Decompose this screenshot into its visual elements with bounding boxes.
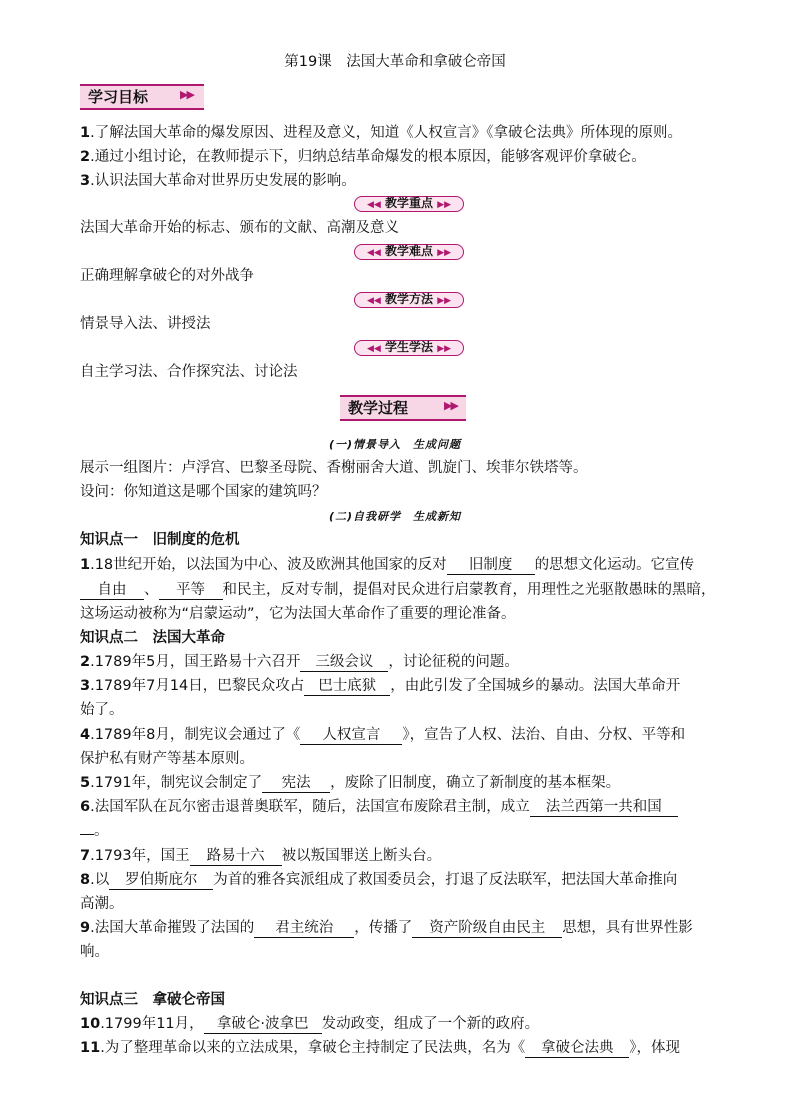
q1-line3: 这场运动被称为“启蒙运动”，它为法国大革命作了重要的理论准备。 xyxy=(80,606,516,622)
answer-blank: 君主统治 xyxy=(254,919,354,938)
section-tab-label: 学习目标 xyxy=(88,88,149,106)
part1-line1: 展示一组图片：卢浮宫、巴黎圣母院、香榭丽舍大道、凯旋门、埃菲尔铁塔等。 xyxy=(80,460,588,476)
chevron-left-icon: ◀◀ xyxy=(366,344,381,354)
section-tab-label: 教学过程 xyxy=(348,399,409,417)
pill-student-methods: ◀◀ 学生学法 ▶▶ xyxy=(354,340,464,356)
pill-key-points: ◀◀ 教学重点 ▶▶ xyxy=(354,196,464,212)
goal-item-1: 1.了解法国大革命的爆发原因、进程及意义，知道《人权宣言》《拿破仑法典》所体现的原则。 xyxy=(80,125,682,141)
q3-line2: 始了。 xyxy=(80,702,124,718)
answer-blank-tail xyxy=(80,834,94,835)
answer-blank: 人权宣言 xyxy=(300,726,402,745)
answer-blank: 自由 xyxy=(80,581,144,600)
student-methods-text: 自主学习法、合作探究法、讨论法 xyxy=(80,364,298,380)
chevron-right-icon: ▶▶ xyxy=(437,344,452,354)
answer-blank: 拿破仑法典 xyxy=(525,1039,629,1058)
part2-heading: (二)自我研学 生成新知 xyxy=(328,510,462,523)
page-title: 第19课 法国大革命和拿破仑帝国 xyxy=(284,54,506,70)
q7-line: 7.1793年，国王 路易十六 被以叛国罪送上断头台。 xyxy=(80,848,442,864)
goal-item-2: 2.通过小组讨论，在教师提示下，归纳总结革命爆发的根本原因，能够客观评价拿破仑。 xyxy=(80,149,646,165)
q11-line: 11.为了整理革命以来的立法成果，拿破仑主持制定了民法典，名为《 拿破仑法典 》，体现 xyxy=(80,1040,681,1056)
kp1-heading: 知识点一 旧制度的危机 xyxy=(80,532,240,548)
q10-line: 10.1799年11月， 拿破仑·波拿巴 发动政变，组成了一个新的政府。 xyxy=(80,1016,540,1032)
double-chevron-right-icon: ▶▶ xyxy=(180,88,193,101)
q5-line: 5.1791年，制宪议会制定了 宪法 ，废除了旧制度，确立了新制度的基本框架。 xyxy=(80,775,621,791)
q6-line2: 。 xyxy=(80,821,109,841)
key-points-text: 法国大革命开始的标志、颁布的文献、高潮及意义 xyxy=(80,220,399,236)
kp2-heading: 知识点二 法国大革命 xyxy=(80,630,225,646)
q9-line2: 响。 xyxy=(80,944,109,960)
q1-line2: 自由 、 平等 和民主，反对专制，提倡对民众进行启蒙教育，用理性之光驱散愚昧的黑暗， xyxy=(80,580,716,600)
pill-methods: ◀◀ 教学方法 ▶▶ xyxy=(354,292,464,308)
methods-text: 情景导入法、讲授法 xyxy=(80,316,211,332)
difficulty-text: 正确理解拿破仑的对外战争 xyxy=(80,268,254,284)
answer-blank: 法兰西第一共和国 xyxy=(530,798,678,817)
section-tab-goals xyxy=(80,84,204,110)
answer-blank: 拿破仑·波拿巴 xyxy=(204,1015,322,1034)
answer-blank: 平等 xyxy=(159,581,223,600)
q3-line1: 3.1789年7月14日，巴黎民众攻占 巴士底狱 ，由此引发了全国城乡的暴动。法国大革命开 xyxy=(80,678,681,694)
answer-blank: 宪法 xyxy=(262,774,330,793)
q4-line1: 4.1789年8月，制宪议会通过了《 人权宣言 》，宣告了人权、法治、自由、分权、平等和 xyxy=(80,727,686,743)
chevron-right-icon: ▶▶ xyxy=(437,248,452,258)
pill-difficulty: ◀◀ 教学难点 ▶▶ xyxy=(354,244,464,260)
section-tab-process xyxy=(340,395,466,421)
goal-item-3: 3.认识法国大革命对世界历史发展的影响。 xyxy=(80,173,356,189)
part1-heading: (一)情景导入 生成问题 xyxy=(328,438,462,451)
answer-blank: 三级会议 xyxy=(300,653,388,672)
answer-blank: 巴士底狱 xyxy=(304,677,390,696)
q8-line1: 8.以 罗伯斯庇尔 为首的雅各宾派组成了救国委员会，打退了反法联军，把法国大革命推向 xyxy=(80,872,678,888)
answer-blank: 罗伯斯庇尔 xyxy=(109,871,213,890)
chevron-right-icon: ▶▶ xyxy=(437,200,452,210)
double-chevron-right-icon: ▶▶ xyxy=(444,399,457,412)
q8-line2: 高潮。 xyxy=(80,896,124,912)
answer-blank: 资产阶级自由民主 xyxy=(412,919,562,938)
answer-blank: 旧制度 xyxy=(447,556,535,575)
q6-line1: 6.法国军队在瓦尔密击退普奥联军，随后，法国宣布废除君主制，成立 法兰西第一共和国 xyxy=(80,797,678,817)
q9-line1: 9.法国大革命摧毁了法国的 君主统治 ，传播了 资产阶级自由民主 思想，具有世界性影 xyxy=(80,920,693,936)
part1-line2: 设问：你知道这是哪个国家的建筑吗？ xyxy=(80,484,327,500)
q4-line2: 保护私有财产等基本原则。 xyxy=(80,751,254,767)
chevron-left-icon: ◀◀ xyxy=(366,296,381,306)
chevron-left-icon: ◀◀ xyxy=(366,248,381,258)
chevron-right-icon: ▶▶ xyxy=(437,296,452,306)
chevron-left-icon: ◀◀ xyxy=(366,200,381,210)
answer-blank: 路易十六 xyxy=(190,847,282,866)
kp3-heading: 知识点三 拿破仑帝国 xyxy=(80,992,225,1008)
q2-line: 2.1789年5月，国王路易十六召开 三级会议 ，讨论征税的问题。 xyxy=(80,654,519,670)
q1-line1: 1.18世纪开始，以法国为中心、波及欧洲其他国家的反对 旧制度 的思想文化运动。它宣传 xyxy=(80,557,695,573)
